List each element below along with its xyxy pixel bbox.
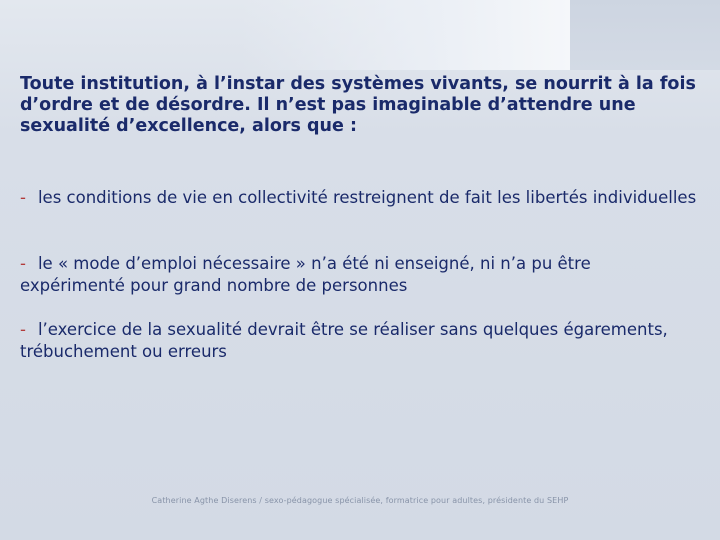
header-corner-panel	[570, 0, 720, 70]
footer-credit: Catherine Agthe Diserens / sexo-pédagogue spécialisée, formatrice pour adultes, présidente du SEHP	[151, 496, 569, 505]
intro-paragraph: Toute institution, à l’instar des systèmes vivants, se nourrit à la fois d’ordre et de désordre. Il n’est pas imaginable d’attendre une sexualité d’excellence, alors que :	[20, 74, 696, 136]
bullet-item-2	[20, 253, 700, 297]
bullet-marker: -	[20, 320, 26, 339]
bullet-text: les conditions de vie en collectivité restreignent de fait les libertés individuelles	[37, 188, 697, 207]
header-highlight	[240, 0, 570, 70]
bullet-item-1	[20, 187, 700, 209]
bullet-marker: -	[20, 254, 26, 273]
bullet-text: l’exercice de la sexualité devrait être se réaliser sans quelques égarements, trébuchement ou erreurs	[20, 320, 668, 361]
bullet-item-3	[20, 319, 700, 363]
bullet-marker: -	[20, 188, 26, 207]
bullet-text: le « mode d’emploi nécessaire » n’a été ni enseigné, ni n’a pu être expérimenté pour grand nombre de personnes	[20, 254, 591, 295]
